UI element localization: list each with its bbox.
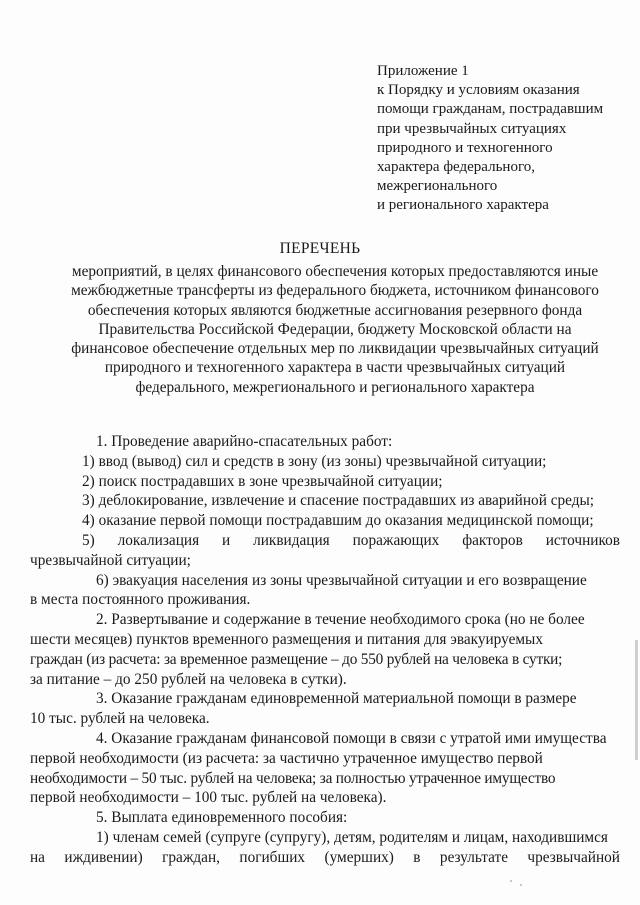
paragraph-4-line4: первой необходимости – 100 тыс. рублей на человека). [30,789,387,807]
scan-speck [510,880,512,882]
item-1-1: 1) ввод (вывод) сил и средств в зону (из зоны) чрезвычайной ситуации; [82,452,547,470]
word: ликвидация [253,531,330,549]
word: источников [545,531,620,549]
annex-line: характера федерального, [377,159,535,176]
word: чрезвычайной [527,848,620,866]
subtitle-line: природного и техногенного характера в части чрезвычайных ситуаций [104,359,566,377]
paragraph-4-line1: 4. Оказание гражданам финансовой помощи в связи с утратой ими имущества [96,729,607,747]
scan-speck [520,884,522,886]
subtitle-line: межбюджетные трансферты из федерального бюджета, источником финансового [71,282,599,300]
annex-line: при чрезвычайных ситуациях [377,120,567,137]
subtitle-line: финансовое обеспечение отдельных мер по ликвидации чрезвычайных ситуаций [71,340,599,358]
word: и [222,531,231,549]
word: в [413,848,421,866]
item-1-4: 4) оказание первой помощи пострадавшим до оказания медицинской помощи; [82,512,594,530]
document-body [30,432,620,868]
annex-line: межрегионального [377,178,498,195]
subtitle-line: мероприятий, в целях финансового обеспечения которых предоставляются иные [71,263,599,280]
item-1-6-line1: 6) эвакуация населения из зоны чрезвычайной ситуации и его возвращение [96,571,587,589]
document-subtitle [60,262,610,397]
paragraph-2-line1: 2. Развертывание и содержание в течение необходимого срока (но не более [96,611,585,629]
paragraph-2-line3: граждан (из расчета: за временное размещение – до 550 рублей на человека в сутки; [30,650,563,668]
annex-line: и регионального характера [377,197,549,214]
annex-block [377,62,627,216]
subtitle-line: Правительства Российской Федерации, бюджету Московской области на [98,320,572,338]
paragraph-4-line2: первой необходимости (из расчета: за частично утраченное имущество первой [30,749,543,767]
word: результате [439,848,509,866]
item-1-3: 3) деблокирование, извлечение и спасение пострадавших из аварийной среды; [82,492,595,510]
annex-line: к Порядку и условиям оказания [377,82,580,99]
item-1-5-line1 [82,531,620,551]
paragraph-2-line4: за питание – до 250 рублей на человека в сутки). [30,670,347,688]
word: (умерших) [324,848,394,866]
paragraph-5: 5. Выплата единовременного пособия: [96,809,348,827]
scan-edge-mark [635,640,638,760]
subtitle-line: федерального, межрегионального и регионального характера [135,378,535,396]
word: погибших [239,848,306,866]
item-1-2: 2) поиск пострадавших в зоне чрезвычайной ситуации; [82,472,443,490]
annex-line: помощи гражданам, пострадавшим [377,101,604,118]
paragraph-3-line2: 10 тыс. рублей на человека. [30,710,210,728]
subtitle-line: обеспечения которых являются бюджетные ассигнования резервного фонда [87,301,583,319]
item-1-5-line2: чрезвычайной ситуации; [30,551,191,569]
word: 5) [82,531,95,549]
document-title: ПЕРЕЧЕНЬ [279,240,361,257]
word: на [30,848,45,866]
item-5-1-line1: 1) членам семей (супруге (супругу), детям, родителям и лицам, находившимся [96,828,608,846]
item-1-6-line2: в места постоянного проживания. [30,591,251,609]
word: граждан, [162,848,220,866]
word: иждивении) [64,848,143,866]
annex-line: природного и техногенного [377,139,553,156]
word: поражающих [352,531,440,549]
paragraph-3-line1: 3. Оказание гражданам единовременной материальной помощи в размере [96,690,577,708]
word: локализация [117,531,200,549]
item-5-1-line2 [30,848,620,868]
annex-line: Приложение 1 [377,63,469,79]
paragraph-2-line2: шести месяцев) пунктов временного размещения и питания для эвакуируемых [30,630,543,648]
word: факторов [462,531,523,549]
paragraph-1: 1. Проведение аварийно-спасательных работ: [96,433,393,450]
paragraph-4-line3: необходимости – 50 тыс. рублей на человека; за полностью утраченное имущество [30,769,556,787]
